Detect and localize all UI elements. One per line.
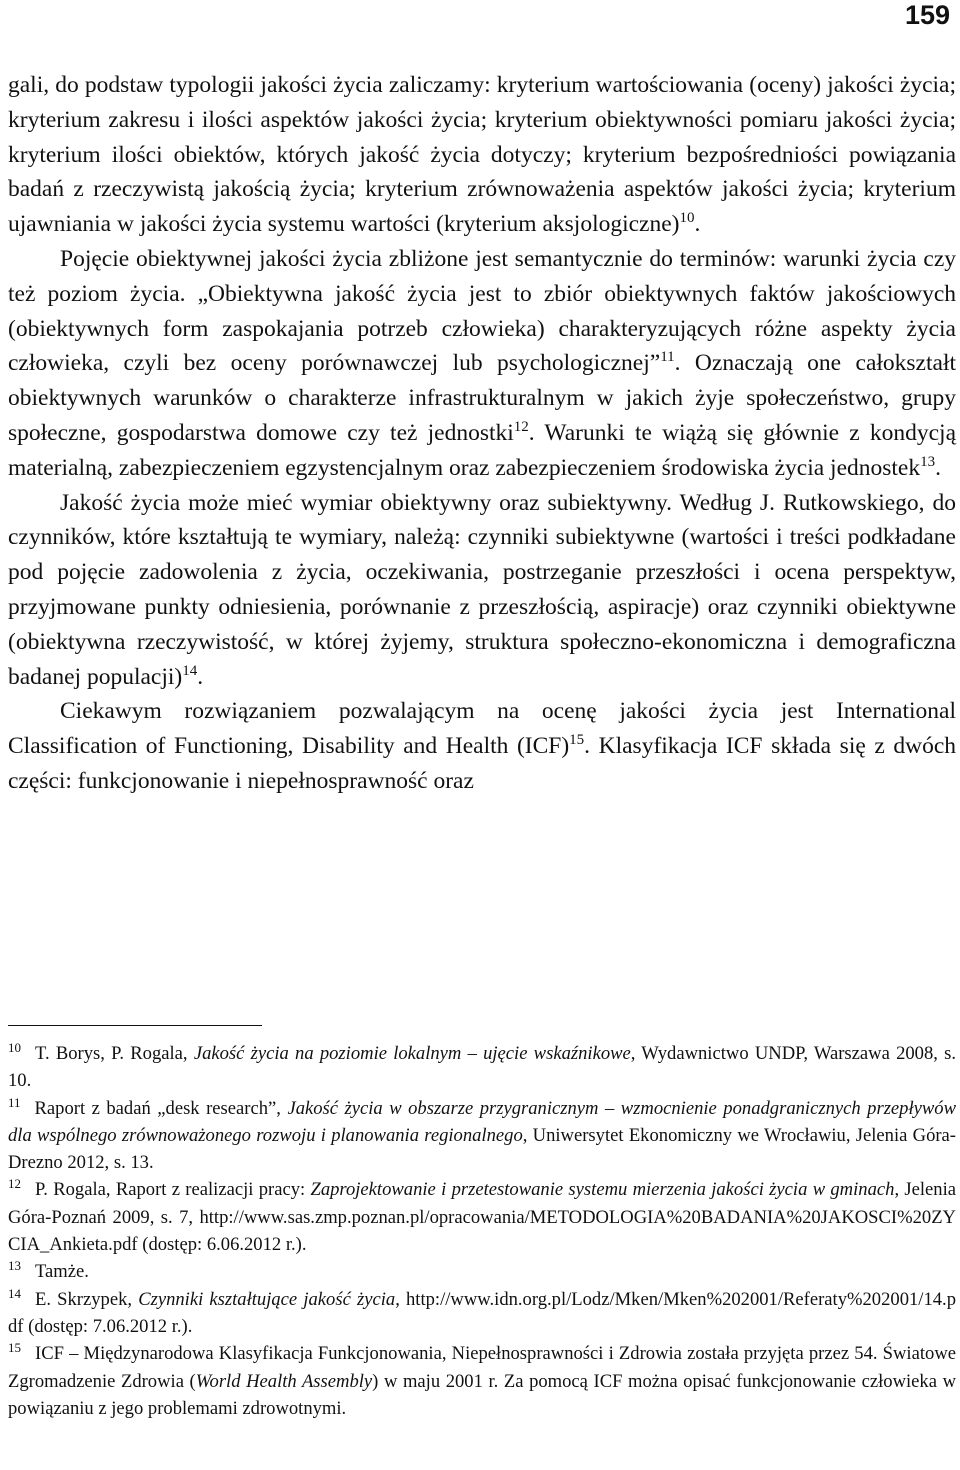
footnote-ref: 15 (569, 732, 585, 749)
footnote (8, 1040, 956, 1095)
text-run: Tamże. (35, 1261, 89, 1283)
footnote-ref: 13 (920, 453, 936, 470)
footnote-number: 11 (8, 1094, 21, 1110)
italic-title: Jakość życia na poziomie lokalnym – ujęcie wskaźnikowe (193, 1043, 631, 1064)
footnote-ref: 10 (679, 210, 695, 227)
text-run: . (935, 454, 941, 481)
body-paragraph (8, 242, 956, 486)
text-run: Pojęcie obiektywnej jakości życia zbliżone jest semantycznie do terminów: warunki życia czy też poziom życia. „Obiektywna jakość życia jest to zbiór obiektywnych faktów jakościowych (obiektywnych form zaspokajania potrzeb człowieka) charakteryzujących różne aspekty życia człowieka, czyli bez oceny porównawczej lub psychologicznej” (8, 245, 956, 377)
italic-title: Czynniki kształtujące jakość życia (138, 1288, 396, 1310)
body-paragraph (8, 68, 956, 242)
text-run: ICF – Międzynarodowa Klasyfikacja Funkcjonowania, Niepełnosprawności i Zdrowia została przyjęta przez 54. Światowe Zgromadzenie Zdrowia ( (8, 1343, 956, 1392)
footnote (8, 1258, 956, 1285)
footnote-number: 15 (8, 1340, 21, 1356)
footnote-number: 13 (8, 1258, 21, 1274)
footnote-number: 10 (8, 1040, 21, 1055)
footnote (8, 1176, 956, 1258)
footnote-ref: 11 (660, 349, 675, 366)
footnote (8, 1286, 956, 1341)
text-run: . Warunki te wiążą się głównie z kondycją materialną, zabezpieczeniem egzystencjalnym oraz zabezpieczeniem środowiska życia jednostek (8, 419, 957, 481)
text-run: , Uniwersytet Ekonomiczny we Wrocławiu, Jelenia Góra-Drezno 2012, s. 13. (8, 1124, 957, 1174)
footnote (8, 1095, 956, 1177)
body-paragraph (8, 694, 956, 798)
url-text: http://www.sas.zmp.poznan.pl/opracowania/METODOLOGIA%20BADANIA%20JAKOSCI%20ZYCIA_Ankieta.pdf (8, 1206, 956, 1256)
footnote-ref: 12 (513, 418, 529, 435)
text-run: P. Rogala, Raport z realizacji pracy: (35, 1179, 311, 1201)
text-run: Jakość życia może mieć wymiar obiektywny oraz subiektywny. Według J. Rutkowskiego, do czynników, które kształtują te wymiary, należą: czynniki subiektywne (wartości i treści podkładane pod pojęcie zadowolenia z życia, oczekiwania, postrzeganie przeszłości i ocena perspektyw, przyjmowane punkty odniesienia, porównanie z przeszłością, aspiracje) oraz czynniki obiektywne (obiektywna rzeczywistość, w której żyjemy, struktura społeczno-ekonomiczna i demograficzna badanej populacji) (8, 489, 956, 690)
text-run: T. Borys, P. Rogala, (35, 1043, 194, 1064)
text-run: gali, do podstaw typologii jakości życia zaliczamy: kryterium wartościowania (oceny) jakości życia; kryterium zakresu i ilości aspektów jakości życia; kryterium obiektywności pomiaru jakości życia; kryterium ilości obiektów, których jakość życia dotyczy; kryterium bezpośredniości powiązania badań z rzeczywistą jakością życia; kryterium zrównoważenia aspektów jakości życia; kryterium ujawniania w jakości życia systemu wartości (kryterium aksjologiczne) (8, 72, 956, 238)
italic-title: Jakość życia w obszarze przygranicznym – wzmocnienie ponadgranicznych przepływów dla wspólnego zrównoważonego rozwoju i planowania regionalnego (8, 1097, 957, 1146)
text-run: , Jelenia Góra-Poznań 2009, s. 7, (8, 1179, 957, 1228)
text-run: . Oznaczają one całokształt obiektywnych warunków o charakterze infrastrukturalnym w jakich żyje społeczeństwo, grupy społeczne, gospodarstwa domowe czy też jednostki (8, 350, 957, 446)
footnote-number: 12 (8, 1176, 21, 1192)
text-run: . (694, 211, 701, 238)
text-run: Ciekawym rozwiązaniem pozwalającym na ocenę jakości życia jest International Classification of Functioning, Disability and Health (ICF) (8, 698, 956, 760)
footnote-number: 14 (8, 1285, 21, 1301)
text-run: (dostęp: 7.06.2012 r.). (23, 1315, 193, 1337)
footnote (8, 1340, 956, 1422)
footnote-ref: 14 (182, 662, 198, 679)
text-run: E. Skrzypek, (35, 1288, 139, 1310)
footnotes (8, 1040, 956, 1422)
page-number: 159 (904, 0, 950, 30)
text-run: (dostęp: 6.06.2012 r.). (137, 1234, 307, 1256)
text-run: Raport z badań „desk research”, (34, 1097, 288, 1119)
italic-title: Zaprojektowanie i przetestowanie systemu mierzenia jakości życia w gminach (310, 1179, 895, 1201)
body-paragraph (8, 486, 956, 695)
footnote-separator (8, 1025, 262, 1026)
text-run: , (395, 1288, 406, 1310)
text-run: . (197, 663, 204, 690)
text-run: , Wydawnictwo UNDP, Warszawa 2008, s. 10. (8, 1043, 957, 1092)
text-run: ) w maju 2001 r. Za pomocą ICF można opisać funkcjonowanie człowieka w powiązaniu z jego problemami zdrowotnymi. (8, 1370, 956, 1419)
text-run: . Klasyfikacja ICF składa się z dwóch części: funkcjonowanie i niepełnosprawność oraz (8, 733, 957, 794)
body-text (8, 68, 956, 799)
italic-title: World Health Assembly (195, 1370, 373, 1392)
url-text: http://www.idn.org.pl/Lodz/Mken/Mken%202001/Referaty%202001/14.pdf (8, 1288, 956, 1337)
